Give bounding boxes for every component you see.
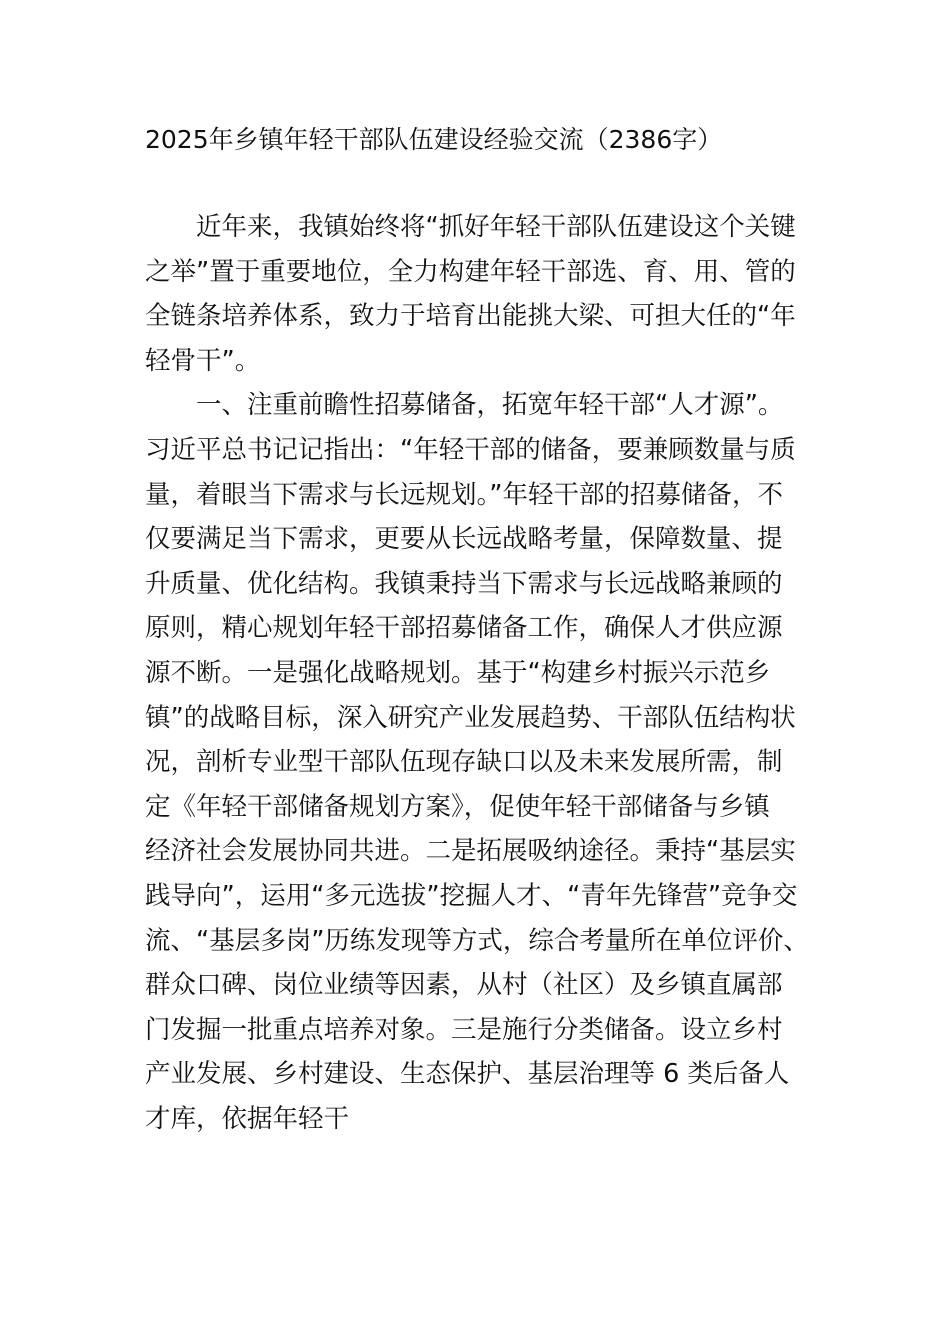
document-body	[145, 205, 810, 1141]
text-line: 产业发展、乡村建设、生态保护、基层治理等 6 类后备人	[145, 1059, 790, 1090]
text-line: 况，剖析专业型干部队伍现存缺口以及未来发展所需，制	[145, 747, 783, 778]
text-line: 量，着眼当下需求与长远规划。”年轻干部的招募储备，不	[145, 479, 783, 510]
text-line: 经济社会发展协同共进。二是拓展吸纳途径。秉持“基层实	[145, 836, 796, 867]
text-line: 源不断。一是强化战略规划。基于“构建乡村振兴示范乡	[145, 657, 771, 688]
text-line: 群众口碑、岗位业绩等因素，从村（社区）及乡镇直属部	[145, 970, 783, 1001]
text-line: 全链条培养体系，致力于培育出能挑大梁、可担大任的“年	[145, 301, 796, 332]
paragraph-intro	[145, 205, 810, 383]
text-line: 原则，精心规划年轻干部招募储备工作，确保人才供应源	[145, 613, 783, 644]
text-line: 定《年轻干部储备规划方案》，促使年轻干部储备与乡镇	[145, 791, 770, 822]
text-line: 践导向”，运用“多元选拔”挖掘人才、“青年先锋营”竞争交	[145, 880, 798, 911]
text-line: 近年来，我镇始终将“抓好年轻干部队伍建设这个关键	[196, 212, 796, 242]
text-line: 流、“基层多岗”历练发现等方式，综合考量所在单位评价、	[145, 925, 809, 956]
text-line: 之举”置于重要地位，全力构建年轻干部选、育、用、管的	[145, 256, 796, 287]
text-line: 才库，依据年轻干	[145, 1103, 350, 1134]
text-line: 镇”的战略目标，深入研究产业发展趋势、干部队伍结构状	[145, 702, 796, 733]
text-line: 升质量、优化结构。我镇秉持当下需求与长远战略兼顾的	[145, 568, 783, 599]
paragraph-section-one	[145, 383, 810, 1141]
text-line: 门发掘一批重点培养对象。三是施行分类储备。设立乡村	[145, 1014, 783, 1045]
document-title: 2025年乡镇年轻干部队伍建设经验交流（2386字）	[145, 125, 723, 154]
text-line: 习近平总书记记指出：“年轻干部的储备，要兼顾数量与质	[145, 434, 796, 465]
text-line: 仅要满足当下需求，更要从长远战略考量，保障数量、提	[145, 524, 783, 555]
section-heading-line: 一、注重前瞻性招募储备，拓宽年轻干部“人才源”。	[196, 390, 784, 421]
text-line: 轻骨干”。	[145, 345, 261, 376]
